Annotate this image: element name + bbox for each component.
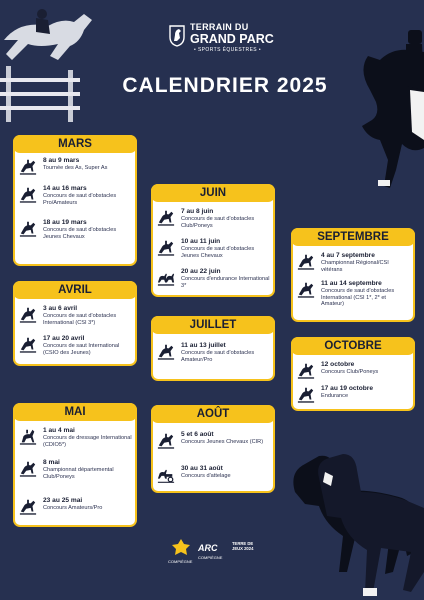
- show-jumping-icon: [297, 281, 315, 299]
- event-description: Concours de saut d'obstacles Jeunes Chevaux: [181, 246, 255, 259]
- month-title: OCTOBRE: [291, 337, 415, 355]
- event-date: 8 mai: [43, 459, 60, 466]
- event-description: Tournée des As, Super As: [43, 165, 108, 171]
- event-date: 11 au 14 septembre: [321, 280, 382, 287]
- sponsor-compiegne-label: COMPIÈGNE: [168, 559, 193, 564]
- logo-line-2: GRAND PARC: [190, 32, 274, 46]
- month-card-juin: [151, 184, 275, 297]
- logo-line-1: TERRAIN DU: [190, 22, 249, 32]
- month-title: MAI: [13, 403, 137, 421]
- month-card-aout: [151, 405, 275, 493]
- show-jumping-icon: [297, 362, 315, 380]
- endurance-riders-icon: [157, 269, 175, 287]
- show-jumping-icon: [19, 158, 37, 176]
- page-title: CALENDRIER 2025: [122, 74, 328, 97]
- event-date: 14 au 16 mars: [43, 185, 87, 192]
- month-title: AVRIL: [13, 281, 137, 299]
- event-date: 5 et 6 août: [181, 431, 214, 438]
- carriage-driving-icon: [157, 466, 175, 484]
- event-description: Concours Jeunes Chevaux (CIR): [181, 439, 264, 445]
- sponsor-logos: [168, 537, 260, 567]
- event-description: Championnat départemental Club/Poneys: [43, 467, 114, 480]
- event-description: Concours de saut International (CSIO des Jeunes): [43, 343, 120, 356]
- show-jumping-icon: [157, 239, 175, 257]
- month-title: JUILLET: [151, 316, 275, 334]
- sponsor-terre-de-jeux: TERRE DE JEUX 2024: [232, 541, 254, 551]
- show-jumping-icon: [19, 460, 37, 478]
- event-description: Championnat Régional/CSI vétérans: [321, 260, 389, 273]
- event-date: 12 octobre: [321, 361, 355, 368]
- event-date: 8 au 9 mars: [43, 157, 80, 164]
- event-description: Concours de saut d'obstacles International (CSI 1*, 2* et Amateur): [321, 288, 395, 308]
- month-card-avril: [13, 281, 137, 366]
- event-description: Concours de saut d'obstacles International (CSI 3*): [43, 313, 117, 326]
- month-title: AOÛT: [151, 405, 275, 423]
- event-description: Concours d'attelage: [181, 473, 231, 479]
- carriage-horses-photo: [285, 452, 424, 600]
- event-date: 7 au 8 juin: [181, 208, 214, 215]
- show-jumping-icon: [19, 306, 37, 324]
- event-date: 17 au 19 octobre: [321, 385, 374, 392]
- event-description: Concours de dressage International (CDIO5*): [43, 435, 132, 448]
- month-card-juillet: [151, 316, 275, 381]
- show-jumping-icon: [157, 343, 175, 361]
- event-description: Concours de saut d'obstacles Pro/Amateurs: [43, 193, 117, 206]
- show-jumping-icon: [297, 253, 315, 271]
- month-card-mai: [13, 403, 137, 527]
- sponsor-arc-label: COMPIÈGNE: [198, 555, 223, 560]
- event-description: Concours de saut d'obstacles Jeunes Chevaux: [43, 227, 117, 240]
- show-jumping-icon: [297, 386, 315, 404]
- event-description: Concours Amateurs/Pro: [43, 505, 103, 511]
- event-description: Concours Club/Poneys: [321, 369, 379, 375]
- month-card-septembre: [291, 228, 415, 322]
- horse-head-logo-icon: [168, 25, 186, 47]
- event-date: 11 au 13 juillet: [181, 342, 226, 349]
- show-jumping-icon: [157, 209, 175, 227]
- compiegne-crest-icon: [170, 537, 192, 559]
- dressage-photo: [350, 30, 424, 190]
- event-date: 30 au 31 août: [181, 465, 223, 472]
- venue-logo: [168, 22, 274, 58]
- logo-tagline: • SPORTS ÉQUESTRES •: [194, 47, 261, 53]
- event-date: 20 au 22 juin: [181, 268, 221, 275]
- show-jumping-photo: [0, 0, 112, 125]
- event-description: Endurance: [321, 393, 349, 399]
- month-title: MARS: [13, 135, 137, 153]
- month-card-octobre: [291, 337, 415, 411]
- show-jumping-icon: [157, 432, 175, 450]
- show-jumping-icon: [19, 336, 37, 354]
- sponsor-arc-logo: ARC: [198, 543, 218, 553]
- month-title: JUIN: [151, 184, 275, 202]
- show-jumping-icon: [19, 220, 37, 238]
- event-description: Concours de saut d'obstacles Amateur/Pro: [181, 350, 255, 363]
- event-date: 10 au 11 juin: [181, 238, 221, 245]
- event-date: 17 au 20 avril: [43, 335, 85, 342]
- month-card-mars: [13, 135, 137, 266]
- event-description: Concours de saut d'obstacles Club/Poneys: [181, 216, 255, 229]
- dressage-icon: [19, 428, 37, 446]
- event-date: 1 au 4 mai: [43, 427, 75, 434]
- show-jumping-icon: [19, 498, 37, 516]
- event-date: 4 au 7 septembre: [321, 252, 375, 259]
- event-description: Concours d'endurance International 3*: [181, 276, 270, 289]
- event-date: 18 au 19 mars: [43, 219, 87, 226]
- event-date: 23 au 25 mai: [43, 497, 83, 504]
- month-title: SEPTEMBRE: [291, 228, 415, 246]
- event-date: 3 au 6 avril: [43, 305, 78, 312]
- show-jumping-icon: [19, 186, 37, 204]
